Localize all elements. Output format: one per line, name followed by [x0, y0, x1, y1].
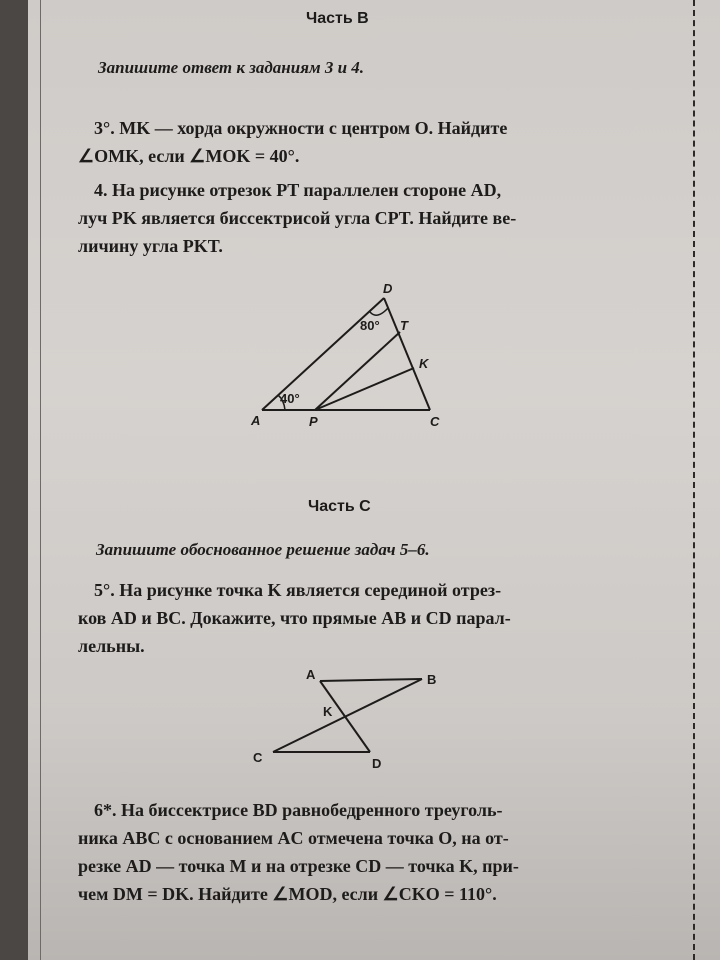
label-c: C	[253, 750, 263, 765]
task4-line1: 4. На рисунке отрезок PT параллелен стороне AD,	[94, 180, 502, 200]
label-p: P	[309, 414, 318, 429]
part-c-instruction: Запишите обоснованное решение задач 5–6.	[96, 540, 430, 559]
task5-line1: 5°. На рисунке точка K является серединой отрез-	[94, 580, 502, 600]
task6-line2: ника ABC с основанием AC отмечена точка O, на от-	[78, 828, 509, 848]
angle-a-value: 40°	[280, 391, 300, 406]
label-k: K	[323, 704, 333, 719]
label-c: C	[430, 414, 440, 429]
label-a: A	[251, 413, 261, 428]
part-b-title: Часть B	[306, 10, 369, 27]
label-a: A	[306, 667, 316, 682]
task3-line2: ∠OMK, если ∠MOK = 40°.	[78, 146, 300, 166]
task6-line1: 6*. На биссектрисе BD равнобедренного треуголь-	[94, 800, 503, 820]
label-d: D	[372, 756, 382, 771]
task5-line2: ков AD и BC. Докажите, что прямые AB и CD парал-	[78, 608, 511, 628]
part-c-title: Часть C	[308, 498, 371, 515]
label-t: T	[400, 318, 408, 333]
task4-line2: луч PK является биссектрисой угла CPT. Найдите ве-	[78, 208, 517, 228]
task3-line1: 3°. MK — хорда окружности с центром O. Найдите	[94, 118, 508, 138]
task5-line3: лельны.	[78, 636, 145, 656]
task6-line3: резке AD — точка M и на отрезке CD — точка K, при-	[78, 856, 519, 876]
segment-bc	[273, 679, 422, 752]
label-k: K	[419, 356, 429, 371]
angle-d-value: 80°	[360, 318, 380, 333]
segment-ab	[320, 679, 422, 681]
part-b-instruction: Запишите ответ к заданиям 3 и 4.	[98, 58, 365, 77]
task6-line4: чем DM = DK. Найдите ∠MOD, если ∠CKO = 110°.	[78, 884, 497, 904]
task4-line3: личину угла PKT.	[78, 236, 223, 256]
label-d: D	[383, 281, 393, 296]
label-b: B	[427, 672, 437, 687]
